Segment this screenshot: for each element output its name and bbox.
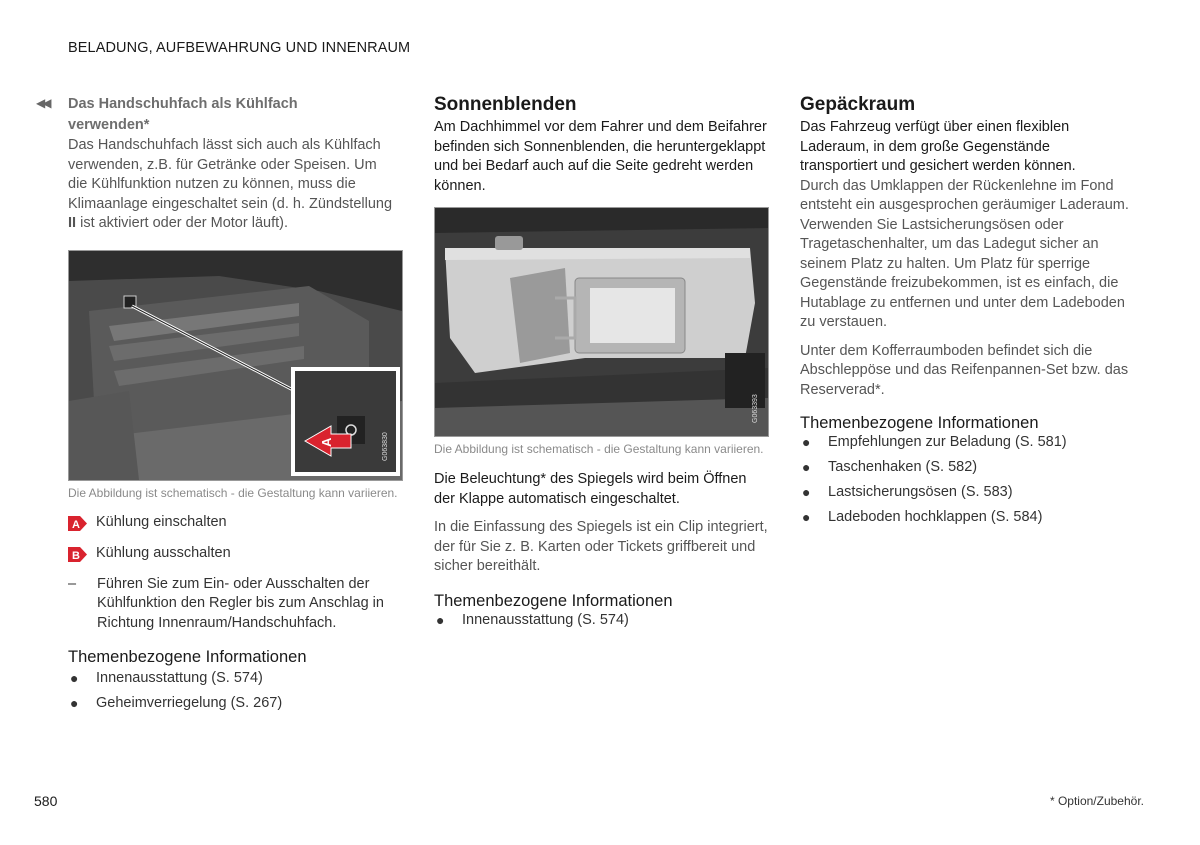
related-link[interactable]: ● Geheimverriegelung (S. 267): [70, 695, 283, 711]
figure-label: A: [319, 437, 334, 447]
bullet-icon: ●: [70, 670, 79, 686]
mirror-clip-paragraph: In die Einfassung des Spiegels ist ein Clip integriert, der für Sie z. B. Karten oder Tickets griffbereit und sicher bereithält.: [434, 519, 768, 574]
double-chevron-left-icon[interactable]: ◀◀: [36, 96, 49, 110]
sun-visor-illustration: [434, 207, 769, 437]
instruction-step: [68, 575, 398, 634]
bullet-icon: ●: [802, 459, 811, 475]
callout-cooling-on: [68, 513, 398, 532]
para-text-end: ist aktiviert oder der Motor läuft).: [76, 215, 288, 231]
column-sun-visors: [434, 94, 768, 636]
related-link[interactable]: ● Lastsicherungsösen (S. 583): [802, 484, 1013, 500]
related-link[interactable]: ● Ladeboden hochklappen (S. 584): [802, 509, 1043, 525]
related-heading: Themenbezogene Informationen: [434, 591, 673, 610]
related-link[interactable]: ● Innenausstattung (S. 574): [70, 670, 263, 686]
subheading-line-1: Das Handschuhfach als Kühlfach: [68, 96, 298, 112]
callout-cooling-off: [68, 544, 398, 563]
glovebox-paragraph: [68, 136, 398, 234]
related-heading: Themenbezogene Informationen: [800, 414, 1039, 432]
column-luggage: [800, 94, 1130, 533]
footnote: * Option/Zubehör.: [1049, 794, 1144, 808]
sun-visor-intro: Am Dachhimmel vor dem Fahrer und dem Beifahrer befinden sich Sonnenblenden, die heruntergeklappt und bei Bedarf auch auf die Seite gedreht werden können.: [434, 119, 767, 194]
callout-text: Kühlung ausschalten: [96, 544, 231, 561]
running-header: BELADUNG, AUFBEWAHRUNG UND INNENRAUM: [68, 40, 411, 56]
related-list: [800, 433, 1130, 527]
mirror-light-paragraph: Die Beleuchtung* des Spiegels wird beim Öffnen der Klappe automatisch eingeschaltet.: [434, 471, 747, 507]
glovebox-drawing: [69, 251, 402, 480]
subheading-line-2: verwenden*: [68, 117, 150, 133]
para-bold: II: [68, 215, 77, 231]
bullet-icon: ●: [802, 434, 811, 450]
related-heading: Themenbezogene Informationen: [68, 648, 307, 666]
figure-code: G063830: [382, 431, 389, 461]
section-subheading: [68, 94, 398, 136]
svg-text:A: A: [72, 518, 80, 531]
figure-code: G063393: [752, 394, 759, 423]
para-text: Das Handschuhfach lässt sich auch als Kühlfach verwenden, z.B. für Getränke oder Speisen. Um die Kühlfunktion nutzen zu können, muss die Klimaanlage eingeschaltet sein (d. h. Zündstellung: [68, 137, 393, 212]
related-link[interactable]: ● Innenausstattung (S. 574): [436, 611, 629, 628]
glovebox-illustration: [68, 250, 403, 481]
luggage-paragraph: Durch das Umklappen der Rückenlehne im Fond entsteht ein ausgesprochen geräumiger Laderaum. Verwenden Sie Lastsicherungsösen oder Tragetaschenhalter, um das Ladegut sicher an seinem Platz zu halten. Um Platz für sperrige Gegenstände freizubekommen, ist es einfach, die Hutablage zu entfernen und unter dem Ladeboden zu verstauen.: [800, 177, 1129, 330]
callout-text: Kühlung einschalten: [96, 513, 227, 530]
callout-badge-a-icon: [68, 516, 87, 531]
callout-badge-b-icon: [68, 547, 87, 562]
figure-caption: Die Abbildung ist schematisch - die Gestaltung kann variieren.: [68, 485, 398, 500]
spare-wheel-paragraph: Unter dem Kofferraumboden befindet sich die Abschleppöse und das Reifenpannen-Set bzw. das Reserverad*.: [800, 342, 1129, 398]
related-list: [434, 611, 768, 630]
figure-caption: Die Abbildung ist schematisch - die Gestaltung kann variieren.: [434, 442, 764, 456]
related-list: [68, 669, 398, 713]
bullet-icon: ●: [802, 509, 811, 525]
section-heading: Sonnenblenden: [434, 94, 577, 115]
svg-text:B: B: [72, 549, 80, 562]
column-glovebox: [36, 94, 398, 719]
luggage-intro: Das Fahrzeug verfügt über einen flexiblen Laderaum, in dem große Gegenstände transportiert und gesichert werden können.: [800, 119, 1076, 174]
related-link[interactable]: ● Taschenhaken (S. 582): [802, 459, 978, 475]
step-dash: –: [68, 575, 77, 592]
related-link[interactable]: ● Empfehlungen zur Beladung (S. 581): [802, 434, 1067, 450]
bullet-icon: ●: [802, 484, 811, 500]
bullet-icon: ●: [436, 611, 445, 628]
bullet-icon: ●: [70, 695, 79, 711]
section-heading: Gepäckraum: [800, 94, 916, 115]
page-number: 580: [34, 793, 58, 809]
sun-visor-drawing: [435, 208, 768, 436]
step-text: Führen Sie zum Ein- oder Ausschalten der Kühlfunktion den Regler bis zum Anschlag in Richtung Innenraum/Handschuhfach.: [97, 575, 384, 631]
